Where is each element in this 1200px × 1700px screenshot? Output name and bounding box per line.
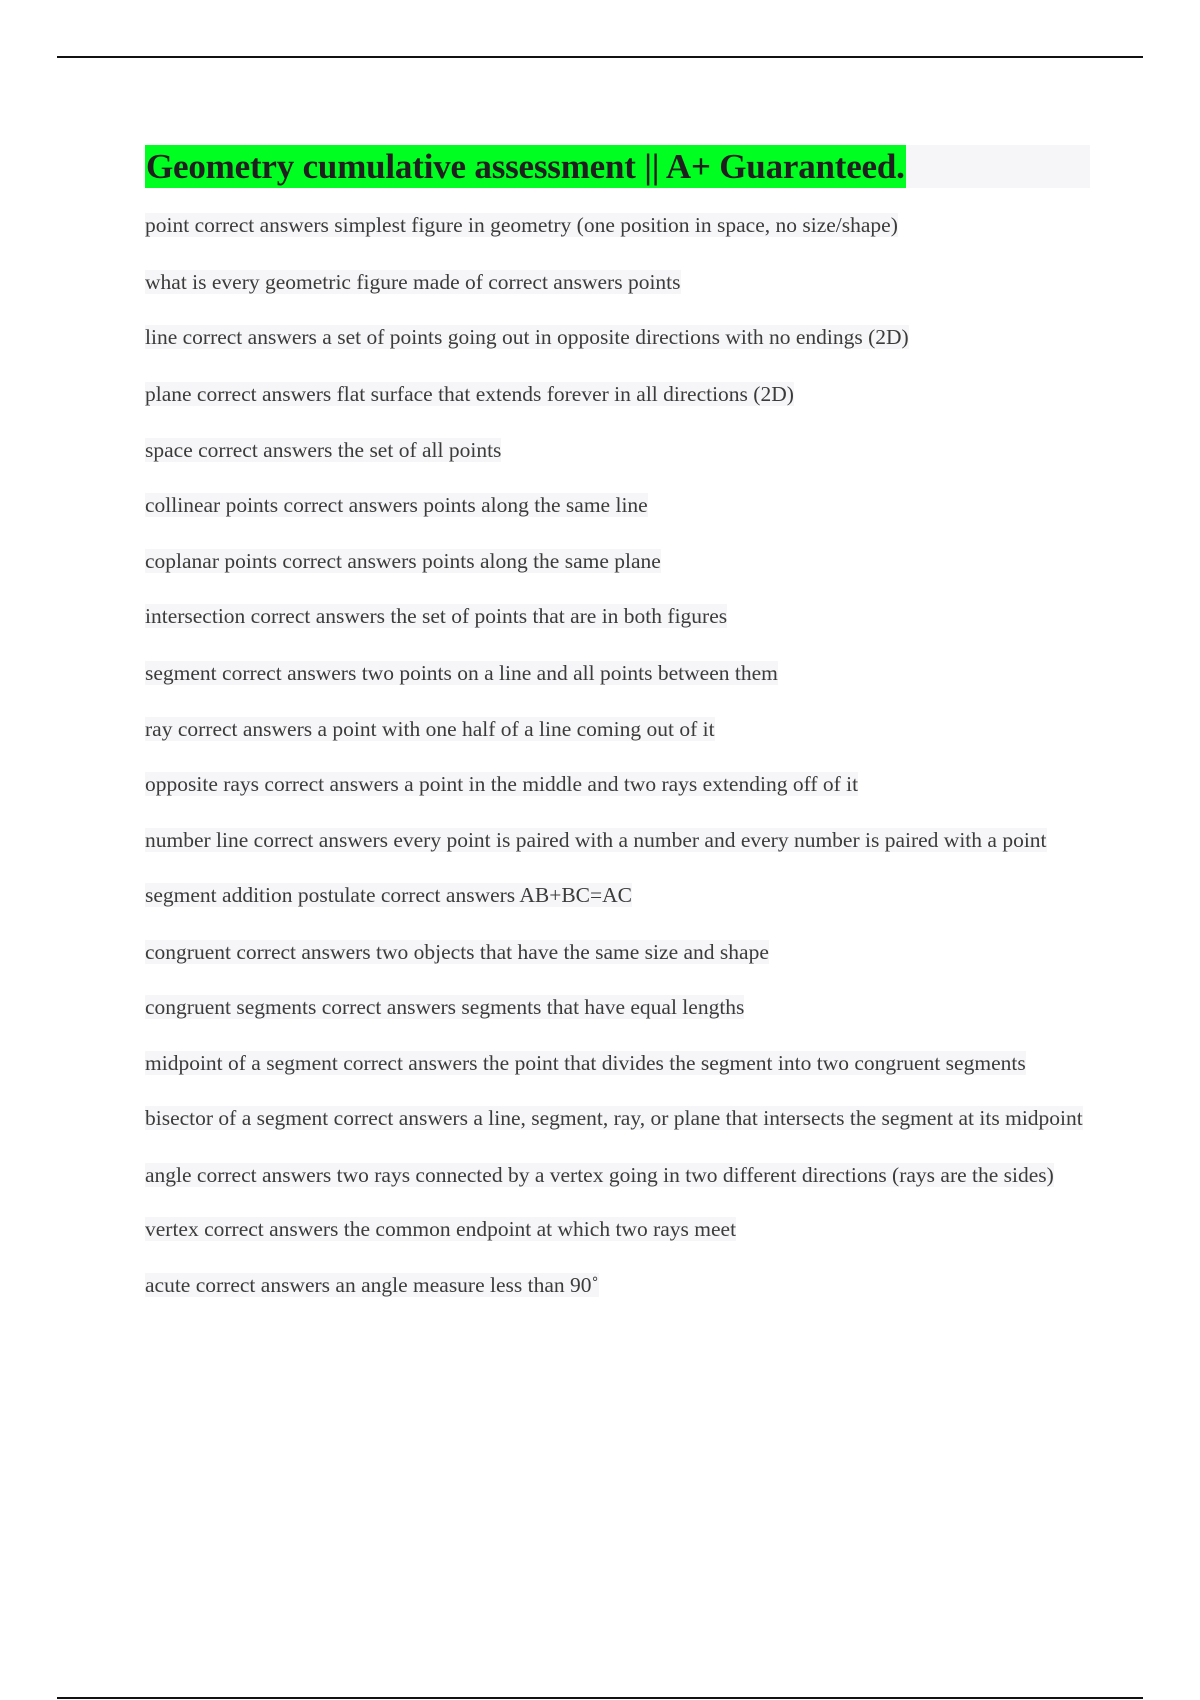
definition-text: opposite rays correct answers a point in the middle and two rays extending off of it [145, 772, 859, 796]
definition-text: line correct answers a set of points going out in opposite directions with no endings (2D) [145, 325, 909, 349]
definition-text: congruent correct answers two objects that have the same size and shape [145, 940, 769, 964]
document-title: Geometry cumulative assessment || A+ Guaranteed. [146, 147, 905, 186]
definition-entry [145, 659, 1090, 687]
definition-entry [145, 826, 1090, 854]
definition-text: angle correct answers two rays connected by a vertex going in two different directions (rays are the sides) [145, 1163, 1054, 1187]
definition-entry [145, 715, 1090, 743]
definition-text: plane correct answers flat surface that extends forever in all directions (2D) [145, 382, 794, 406]
definition-text: point correct answers simplest figure in geometry (one position in space, no size/shape) [145, 213, 898, 237]
definition-text: vertex correct answers the common endpoint at which two rays meet [145, 1217, 737, 1241]
definition-entry [145, 938, 1090, 966]
definition-text: coplanar points correct answers points along the same plane [145, 549, 661, 573]
definition-entry [145, 268, 1090, 296]
top-rule [57, 56, 1143, 58]
title-bar [145, 145, 1090, 188]
definition-text: intersection correct answers the set of points that are in both figures [145, 604, 728, 628]
definition-text: congruent segments correct answers segments that have equal lengths [145, 995, 745, 1019]
definition-entry [145, 1104, 1090, 1132]
definition-list [145, 211, 1090, 1299]
definition-entry [145, 1161, 1090, 1189]
definition-entry [145, 770, 1090, 798]
definition-text: collinear points correct answers points along the same line [145, 493, 648, 517]
definition-entry [145, 323, 1090, 351]
definition-text: bisector of a segment correct answers a line, segment, ray, or plane that intersects the segment at its midpoint [145, 1106, 1083, 1130]
definition-entry [145, 1271, 1090, 1299]
bottom-rule [57, 1697, 1143, 1699]
definition-text: number line correct answers every point is paired with a number and every number is paired with a point [145, 828, 1047, 852]
definition-entry [145, 993, 1090, 1021]
definition-text: segment addition postulate correct answers AB+BC=AC [145, 883, 633, 907]
definition-entry [145, 211, 1090, 239]
definition-entry [145, 547, 1090, 575]
definition-entry [145, 1215, 1090, 1243]
definition-text: midpoint of a segment correct answers the point that divides the segment into two congruent segments [145, 1051, 1026, 1075]
definition-entry [145, 436, 1090, 464]
definition-text: acute correct answers an angle measure less than 90˚ [145, 1273, 599, 1297]
definition-text: space correct answers the set of all points [145, 438, 502, 462]
definition-entry [145, 1049, 1090, 1077]
definition-entry [145, 380, 1090, 408]
definition-text: ray correct answers a point with one half of a line coming out of it [145, 717, 715, 741]
definition-text: segment correct answers two points on a line and all points between them [145, 661, 778, 685]
definition-text: what is every geometric figure made of correct answers points [145, 270, 681, 294]
definition-entry [145, 491, 1090, 519]
definition-entry [145, 602, 1090, 630]
definition-entry [145, 881, 1090, 909]
document-body [145, 145, 1090, 1299]
